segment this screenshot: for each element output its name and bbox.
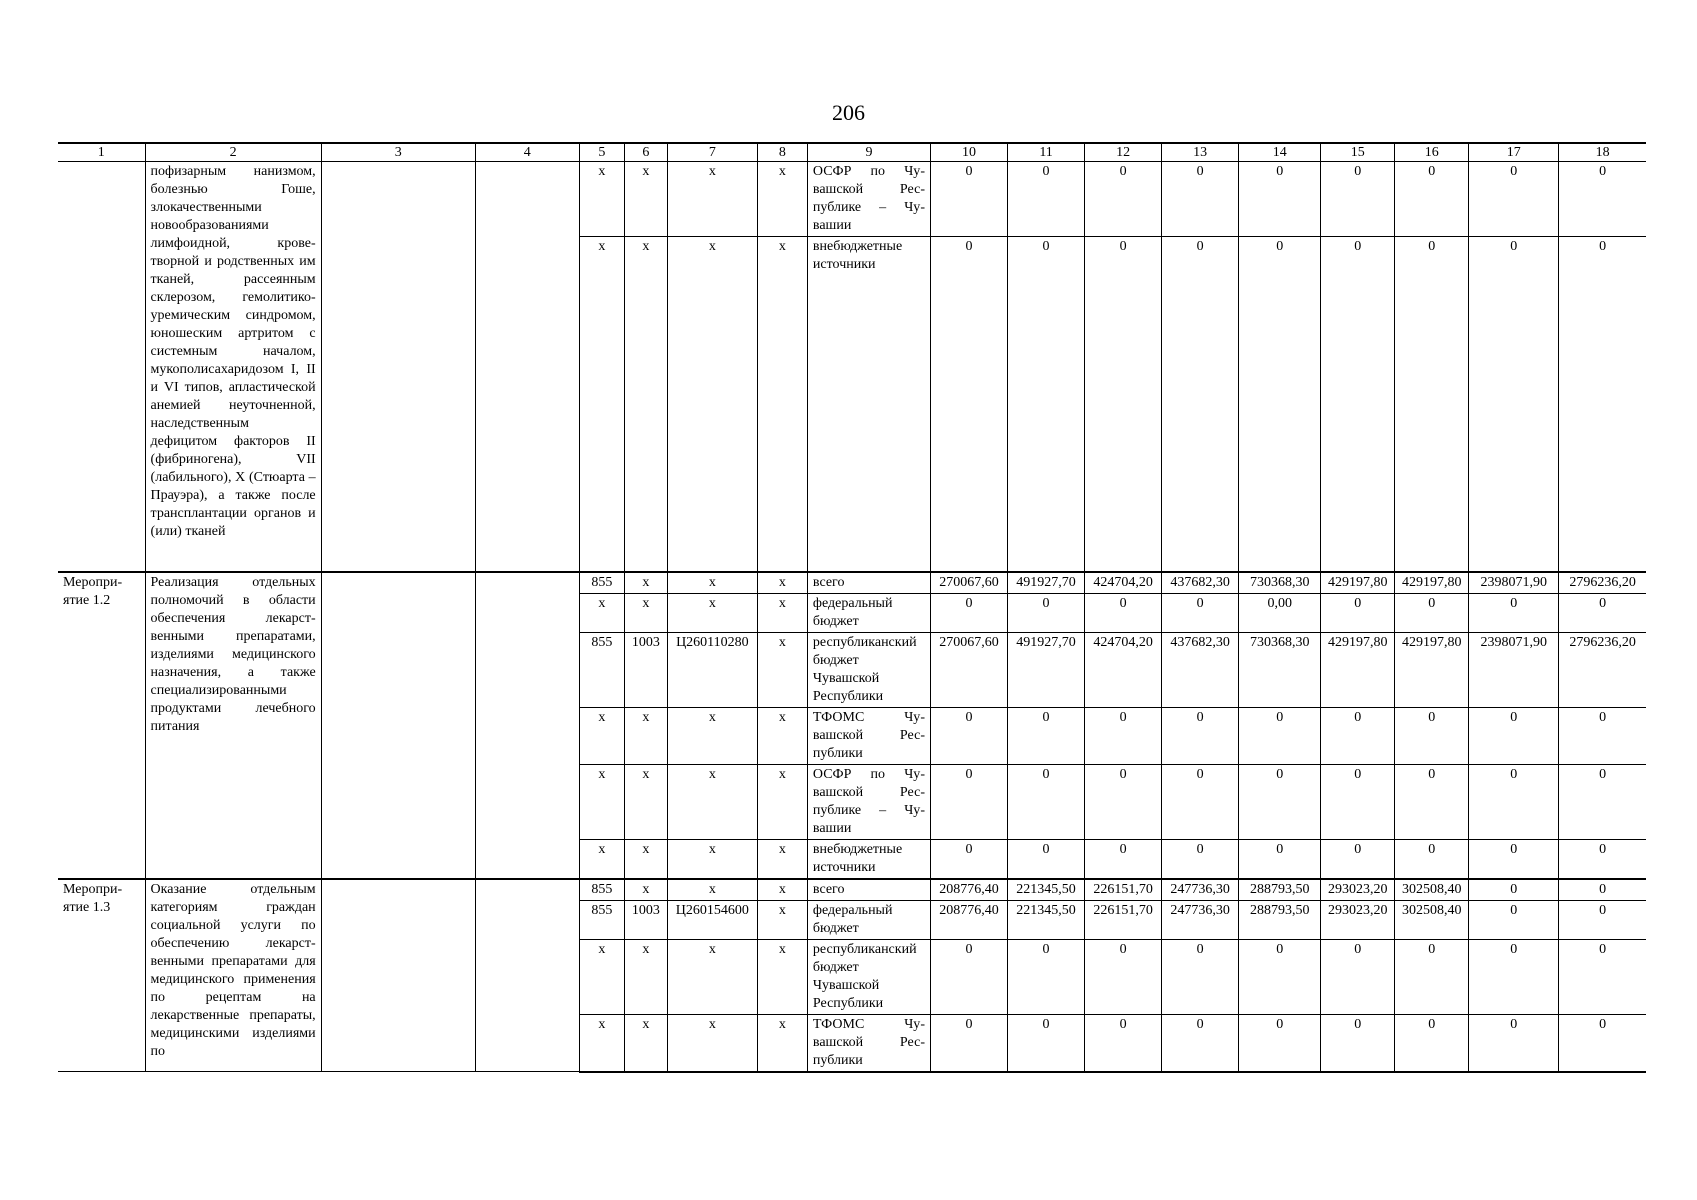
column-number-cell: 13 [1162,143,1239,162]
column-number-cell: 4 [475,143,579,162]
column-number-cell: 3 [321,143,475,162]
activity-label [58,162,145,572]
funding-source: внебюджетные источники [807,839,930,879]
column-number-cell: 16 [1395,143,1469,162]
amount-cell: 0 [1321,839,1395,879]
amount-cell: 0 [1469,879,1559,901]
cell-col6: 1003 [624,900,667,939]
cell-col6: x [624,707,667,764]
amount-cell: 0 [1559,939,1646,1014]
amount-cell: 0 [1395,839,1469,879]
amount-cell: 0 [1162,707,1239,764]
funding-source: федеральный бюджет [807,593,930,632]
executor-cell [321,572,475,879]
amount-cell: 0 [1008,237,1085,572]
amount-cell: 0 [1162,237,1239,572]
cell-col7: x [667,1014,757,1072]
amount-cell: 0 [1162,939,1239,1014]
amount-cell: 0 [1085,939,1162,1014]
amount-cell: 0 [1085,162,1162,237]
amount-cell: 208776,40 [930,900,1007,939]
page-number: 206 [832,100,865,125]
amount-cell: 0 [1008,839,1085,879]
activity-description: Оказание отдельным категориям граждан социальной услуги по обеспечению лекарственными препаратами для медицинского применения по рецептам на лекарственные препараты, медицинскими изделиями по [145,879,321,1072]
column-number-cell: 18 [1559,143,1646,162]
amount-cell: 437682,30 [1162,632,1239,707]
amount-cell: 0 [1469,237,1559,572]
indicator-cell [475,162,579,572]
amount-cell: 0 [930,707,1007,764]
cell-col6: x [624,237,667,572]
amount-cell: 0 [1162,839,1239,879]
cell-col7: x [667,939,757,1014]
cell-col7: x [667,593,757,632]
amount-cell: 429197,80 [1395,632,1469,707]
amount-cell: 0 [1469,1014,1559,1072]
amount-cell: 424704,20 [1085,572,1162,594]
cell-col5: x [579,237,624,572]
amount-cell: 0 [1085,1014,1162,1072]
cell-col7: x [667,764,757,839]
indicator-cell [475,879,579,1072]
funding-source: федеральный бюджет [807,900,930,939]
cell-col5: 855 [579,879,624,901]
cell-col8: x [757,879,807,901]
amount-cell: 0 [1321,764,1395,839]
cell-col8: x [757,572,807,594]
amount-cell: 0 [1559,900,1646,939]
amount-cell: 0 [1162,764,1239,839]
column-number-cell: 9 [807,143,930,162]
amount-cell: 2796236,20 [1559,632,1646,707]
amount-cell: 0 [1162,1014,1239,1072]
amount-cell: 0 [1008,707,1085,764]
amount-cell: 0 [1395,707,1469,764]
table-row [58,572,1646,594]
amount-cell: 0 [930,764,1007,839]
cell-col8: x [757,593,807,632]
cell-col5: x [579,939,624,1014]
cell-col5: x [579,162,624,237]
amount-cell: 2796236,20 [1559,572,1646,594]
amount-cell: 0 [1321,237,1395,572]
amount-cell: 0 [1469,939,1559,1014]
cell-col8: x [757,939,807,1014]
cell-col8: x [757,764,807,839]
amount-cell: 0 [1085,707,1162,764]
amount-cell: 270067,60 [930,572,1007,594]
amount-cell: 0 [1469,707,1559,764]
amount-cell: 208776,40 [930,879,1007,901]
amount-cell: 288793,50 [1239,900,1321,939]
activity-description: пофизарным нанизмом, болезнью Гоше, злокачественными новообразованиями лимфоидной, кроветворной и родственных им тканей, рассеянным склерозом, гемолитико-уремическим синдромом, юношеским артритом с системным началом, мукополисахаридозом I, II и VI типов, апластической анемией неуточненной, наследственным дефицитом факторов II (фибриногена), VII (лабильного), X (Стюарта – Прауэра), а также после трансплантации органов и (или) тканей [145,162,321,572]
amount-cell: 0 [930,593,1007,632]
amount-cell: 0 [930,237,1007,572]
column-number-cell: 10 [930,143,1007,162]
amount-cell: 0 [1239,939,1321,1014]
amount-cell: 0 [1162,593,1239,632]
cell-col8: x [757,162,807,237]
amount-cell: 0 [1321,593,1395,632]
funding-source: всего [807,572,930,594]
amount-cell: 0 [1239,707,1321,764]
cell-col7: x [667,162,757,237]
amount-cell: 429197,80 [1395,572,1469,594]
cell-col5: x [579,764,624,839]
table-row [58,879,1646,901]
cell-col7: Ц260154600 [667,900,757,939]
funding-source: внебюджетные источники [807,237,930,572]
amount-cell: 0 [1085,764,1162,839]
amount-cell: 0 [1395,1014,1469,1072]
amount-cell: 247736,30 [1162,879,1239,901]
amount-cell: 270067,60 [930,632,1007,707]
cell-col5: 855 [579,572,624,594]
cell-col7: x [667,572,757,594]
cell-col5: 855 [579,900,624,939]
amount-cell: 0 [1469,839,1559,879]
funding-source: ТФОМС Чувашской Республики [807,1014,930,1072]
amount-cell: 429197,80 [1321,632,1395,707]
cell-col5: x [579,707,624,764]
cell-col6: x [624,572,667,594]
cell-col5: 855 [579,632,624,707]
amount-cell: 0 [1239,839,1321,879]
cell-col6: x [624,839,667,879]
amount-cell: 0 [1239,237,1321,572]
amount-cell: 0 [1321,939,1395,1014]
column-number-cell: 6 [624,143,667,162]
amount-cell: 0 [1008,162,1085,237]
cell-col8: x [757,632,807,707]
funding-source: республиканский бюджет Чувашской Республики [807,939,930,1014]
amount-cell: 0 [930,839,1007,879]
amount-cell: 288793,50 [1239,879,1321,901]
executor-cell [321,879,475,1072]
column-number-cell: 7 [667,143,757,162]
cell-col6: x [624,879,667,901]
amount-cell: 247736,30 [1162,900,1239,939]
amount-cell: 730368,30 [1239,632,1321,707]
amount-cell: 0 [1559,162,1646,237]
activity-label: Мероприятие 1.3 [58,879,145,1072]
amount-cell: 0 [1239,162,1321,237]
amount-cell: 0 [1559,593,1646,632]
column-number-cell: 1 [58,143,145,162]
amount-cell: 730368,30 [1239,572,1321,594]
cell-col6: x [624,1014,667,1072]
cell-col7: x [667,237,757,572]
amount-cell: 0 [1321,1014,1395,1072]
amount-cell: 0 [1085,839,1162,879]
funding-source: ТФОМС Чувашской Республики [807,707,930,764]
column-number-cell: 12 [1085,143,1162,162]
amount-cell: 0 [1239,764,1321,839]
funding-source: всего [807,879,930,901]
amount-cell: 0 [1321,707,1395,764]
amount-cell: 0 [1559,879,1646,901]
indicator-cell [475,572,579,879]
executor-cell [321,162,475,572]
column-number-cell: 2 [145,143,321,162]
column-number-cell: 5 [579,143,624,162]
amount-cell: 0,00 [1239,593,1321,632]
amount-cell: 0 [1395,593,1469,632]
cell-col7: x [667,839,757,879]
amount-cell: 0 [1559,1014,1646,1072]
amount-cell: 0 [1469,162,1559,237]
column-number-cell: 11 [1008,143,1085,162]
funding-source: ОСФР по Чувашской Республике – Чувашии [807,764,930,839]
table-row [58,162,1646,237]
cell-col8: x [757,237,807,572]
amount-cell: 0 [1008,939,1085,1014]
amount-cell: 491927,70 [1008,632,1085,707]
amount-cell: 293023,20 [1321,879,1395,901]
amount-cell: 0 [1008,1014,1085,1072]
amount-cell: 0 [1559,764,1646,839]
amount-cell: 0 [1469,764,1559,839]
amount-cell: 2398071,90 [1469,572,1559,594]
column-number-cell: 17 [1469,143,1559,162]
activity-description: Реализация отдельных полномочий в области обеспечения лекарственными препаратами, изделиями медицинского назначения, а также специализированными продуктами лечебного питания [145,572,321,879]
amount-cell: 0 [1395,939,1469,1014]
amount-cell: 2398071,90 [1469,632,1559,707]
amount-cell: 226151,70 [1085,879,1162,901]
amount-cell: 0 [1395,162,1469,237]
amount-cell: 221345,50 [1008,879,1085,901]
funding-source: ОСФР по Чувашской Республике – Чувашии [807,162,930,237]
amount-cell: 0 [1559,707,1646,764]
amount-cell: 302508,40 [1395,900,1469,939]
cell-col6: x [624,162,667,237]
cell-col5: x [579,593,624,632]
amount-cell: 0 [930,939,1007,1014]
activity-label: Мероприятие 1.2 [58,572,145,879]
amount-cell: 437682,30 [1162,572,1239,594]
cell-col8: x [757,707,807,764]
cell-col6: x [624,764,667,839]
column-number-row [58,143,1646,162]
amount-cell: 0 [1395,237,1469,572]
column-number-cell: 14 [1239,143,1321,162]
cell-col6: x [624,593,667,632]
amount-cell: 221345,50 [1008,900,1085,939]
cell-col7: x [667,707,757,764]
amount-cell: 0 [1559,839,1646,879]
amount-cell: 491927,70 [1008,572,1085,594]
amount-cell: 0 [1469,593,1559,632]
cell-col8: x [757,900,807,939]
financing-table [58,142,1646,1073]
amount-cell: 0 [1162,162,1239,237]
funding-source: республиканский бюджет Чувашской Республики [807,632,930,707]
amount-cell: 0 [1395,764,1469,839]
amount-cell: 0 [1085,593,1162,632]
column-number-cell: 15 [1321,143,1395,162]
amount-cell: 429197,80 [1321,572,1395,594]
column-number-cell: 8 [757,143,807,162]
amount-cell: 0 [1321,162,1395,237]
amount-cell: 0 [1469,900,1559,939]
cell-col5: x [579,1014,624,1072]
amount-cell: 0 [1239,1014,1321,1072]
amount-cell: 302508,40 [1395,879,1469,901]
amount-cell: 293023,20 [1321,900,1395,939]
cell-col8: x [757,839,807,879]
cell-col7: Ц260110280 [667,632,757,707]
cell-col5: x [579,839,624,879]
cell-col8: x [757,1014,807,1072]
amount-cell: 0 [930,162,1007,237]
amount-cell: 0 [1559,237,1646,572]
cell-col6: x [624,939,667,1014]
cell-col7: x [667,879,757,901]
amount-cell: 0 [1008,764,1085,839]
cell-col6: 1003 [624,632,667,707]
amount-cell: 0 [1008,593,1085,632]
amount-cell: 226151,70 [1085,900,1162,939]
amount-cell: 0 [1085,237,1162,572]
amount-cell: 0 [930,1014,1007,1072]
amount-cell: 424704,20 [1085,632,1162,707]
